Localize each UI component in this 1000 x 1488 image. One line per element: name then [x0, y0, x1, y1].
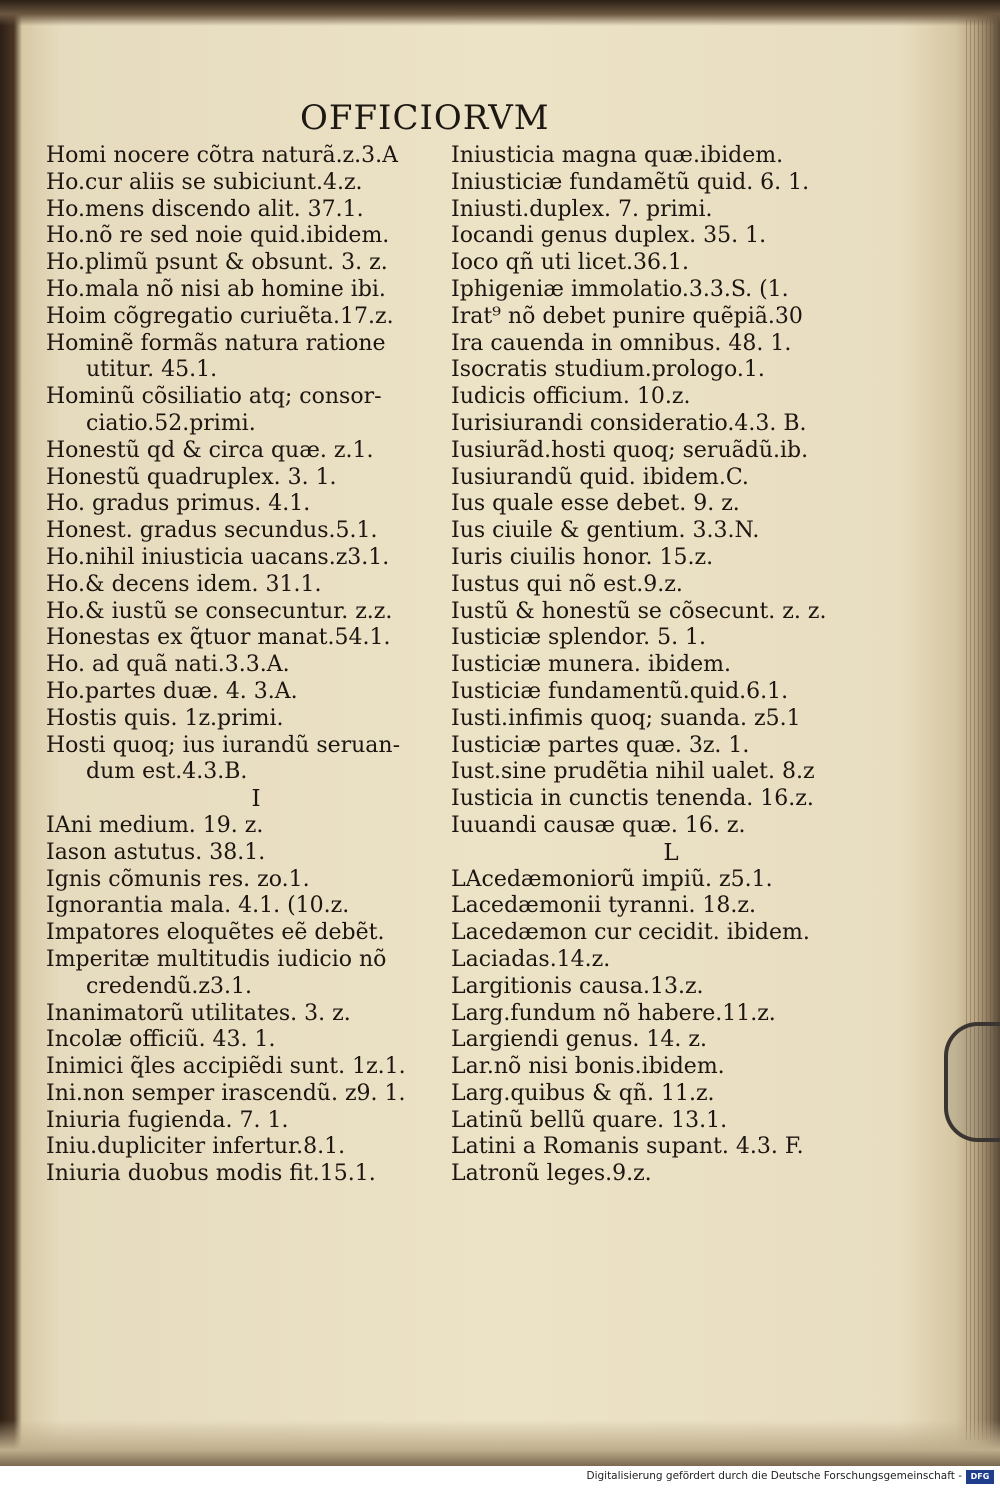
index-entry: Iudicis officium. 10.z.	[451, 384, 691, 410]
index-entry: Iustũ & honestũ se cõsecunt. z. z.	[451, 598, 827, 624]
index-entry: Iusti.infimis quoq; suanda. z5.1	[451, 705, 801, 731]
index-entry: Iusticiæ fundamentũ.quid.6.1.	[451, 678, 789, 704]
index-entry: Larg.fundum nõ habere.11.z.	[451, 1000, 776, 1026]
index-entry: Iniusticia magna quæ.ibidem.	[451, 143, 784, 168]
index-entry: Iusticia in cunctis tenenda. 16.z.	[451, 786, 814, 812]
index-entry: Iust.sine prudẽtia nihil ualet. 8.z	[451, 759, 815, 785]
index-entry: Inanimatorũ utilitates. 3. z.	[46, 1000, 351, 1026]
index-entry: Ioco qñ uti licet.36.1.	[451, 250, 690, 276]
index-entry: Honestũ qd & circa quæ. z.1.	[46, 437, 374, 463]
index-entry: Honest. gradus secundus.5.1.	[46, 518, 378, 544]
index-entry: Ho. ad quã nati.3.3.A.	[46, 652, 290, 678]
index-entry: Imperitæ multitudis iudicio nõ	[46, 946, 387, 972]
index-entry: Honestũ quadruplex. 3. 1.	[46, 464, 337, 490]
index-entry: Ho.nihil iniusticia uacans.z3.1.	[46, 544, 390, 570]
index-entry: Ho.partes duæ. 4. 3.A.	[46, 678, 298, 704]
index-entry: Ini.non semper irascendũ. z9. 1.	[46, 1080, 406, 1106]
index-entry: Iason astutus. 38.1.	[46, 839, 266, 865]
index-entry: Inimici q̃les accipiẽdi sunt. 1z.1.	[46, 1054, 406, 1080]
index-entry: utitur. 45.1.	[86, 357, 218, 383]
index-entry: Hostis quis. 1z.primi.	[46, 705, 284, 731]
page-bottom-edge	[0, 1420, 1000, 1466]
index-entry: Larg.quibus & qñ. 11.z.	[451, 1080, 715, 1106]
footer-credit: Digitalisierung gefördert durch die Deutsche Forschungsgemeinschaft -	[586, 1470, 962, 1482]
index-entry: Iocandi genus duplex. 35. 1.	[451, 223, 767, 249]
index-entry: Latinũ bellũ quare. 13.1.	[451, 1107, 728, 1133]
index-entry: Iustus qui nõ est.9.z.	[451, 571, 683, 597]
dfg-logo: DFG	[966, 1470, 994, 1484]
index-entry: Largitionis causa.13.z.	[451, 973, 704, 999]
index-entry: Largiendi genus. 14. z.	[451, 1027, 707, 1053]
index-entry: Ho.& iustũ se consecuntur. z.z.	[46, 598, 393, 624]
index-entry: Iusiurãd.hosti quoq; seruãdũ.ib.	[451, 437, 809, 463]
index-entry: Iniuria fugienda. 7. 1.	[46, 1107, 289, 1133]
index-entry: Lar.nõ nisi bonis.ibidem.	[451, 1054, 725, 1080]
index-column-left	[46, 143, 446, 1188]
index-entry: Hoim cõgregatio curiuẽta.17.z.	[46, 303, 394, 329]
index-entry: Ignis cõmunis res. zo.1.	[46, 866, 310, 892]
index-entry: Iniu.dupliciter infertur.8.1.	[46, 1134, 346, 1160]
index-entry: Ius quale esse debet. 9. z.	[451, 491, 740, 517]
index-entry: Isocratis studium.prologo.1.	[451, 357, 765, 383]
index-entry: Hominẽ formãs natura ratione	[46, 330, 386, 356]
index-entry: LAcedæmoniorũ impiũ. z5.1.	[451, 866, 773, 892]
page-top-edge	[0, 0, 1000, 26]
digitization-footer	[0, 1466, 1000, 1488]
index-column-right	[451, 143, 851, 1188]
index-entry: Iurisiurandi consideratio.4.3. B.	[451, 410, 807, 436]
book-clip	[944, 1022, 1000, 1142]
index-entry: Iphigeniæ immolatio.3.3.S. (1.	[451, 276, 789, 302]
index-entry: Iusticiæ munera. ibidem.	[451, 652, 732, 678]
index-entry: Latini a Romanis supant. 4.3. F.	[451, 1134, 804, 1160]
index-entry: Iusticiæ partes quæ. 3z. 1.	[451, 732, 750, 758]
index-entry: Lacedæmon cur cecidit. ibidem.	[451, 920, 810, 946]
index-entry: IAni medium. 19. z.	[46, 812, 264, 838]
index-entry: Irat⁹ nõ debet punire quẽpiã.30	[451, 303, 803, 329]
index-entry: Honestas ex q̃tuor manat.54.1.	[46, 625, 391, 651]
index-entry: Ho.& decens idem. 31.1.	[46, 571, 322, 597]
index-entry: Ho.cur aliis se subiciunt.4.z.	[46, 169, 363, 195]
index-entry: Incolæ officiũ. 43. 1.	[46, 1027, 276, 1053]
index-entry: Ho. gradus primus. 4.1.	[46, 491, 311, 517]
letter-heading: L	[663, 839, 679, 866]
index-entry: Hominũ cõsiliatio atq; consor-	[46, 384, 382, 410]
index-entry: Ho.plimũ psunt & obsunt. 3. z.	[46, 250, 388, 276]
index-entry: Ho.mens discendo alit. 37.1.	[46, 196, 364, 222]
index-entry: Latronũ leges.9.z.	[451, 1161, 652, 1187]
index-entry: Iuris ciuilis honor. 15.z.	[451, 544, 714, 570]
index-entry: Iniusticiæ fundamẽtũ quid. 6. 1.	[451, 169, 810, 195]
index-entry: credendũ.z3.1.	[86, 973, 252, 999]
index-entry: ciatio.52.primi.	[86, 410, 256, 436]
index-entry: Iusiurandũ quid. ibidem.C.	[451, 464, 749, 490]
index-entry: Ho.nõ re sed noie quid.ibidem.	[46, 223, 390, 249]
index-entry: Hosti quoq; ius iurandũ seruan-	[46, 732, 401, 758]
index-entry: Laciadas.14.z.	[451, 946, 611, 972]
index-entry: Iusticiæ splendor. 5. 1.	[451, 625, 707, 651]
index-entry: Iniusti.duplex. 7. primi.	[451, 196, 713, 222]
index-entry: Homi nocere cõtra naturã.z.3.A	[46, 143, 399, 168]
index-entry: Ira cauenda in omnibus. 48. 1.	[451, 330, 792, 356]
index-entry: Impatores eloquẽtes eẽ debẽt.	[46, 920, 385, 946]
index-entry: Iuuandi causæ quæ. 16. z.	[451, 812, 746, 838]
index-entry: Ius ciuile & gentium. 3.3.N.	[451, 518, 760, 544]
running-head: OFFICIORVM	[300, 98, 550, 138]
index-entry: Ignorantia mala. 4.1. (10.z.	[46, 893, 350, 919]
index-entry: Lacedæmonii tyranni. 18.z.	[451, 893, 757, 919]
index-entry: Ho.mala nõ nisi ab homine ibi.	[46, 276, 386, 302]
letter-heading: I	[251, 786, 261, 813]
index-entry: Iniuria duobus modis fit.15.1.	[46, 1161, 376, 1187]
index-entry: dum est.4.3.B.	[86, 759, 248, 785]
page-stack-edge	[966, 20, 1000, 1440]
